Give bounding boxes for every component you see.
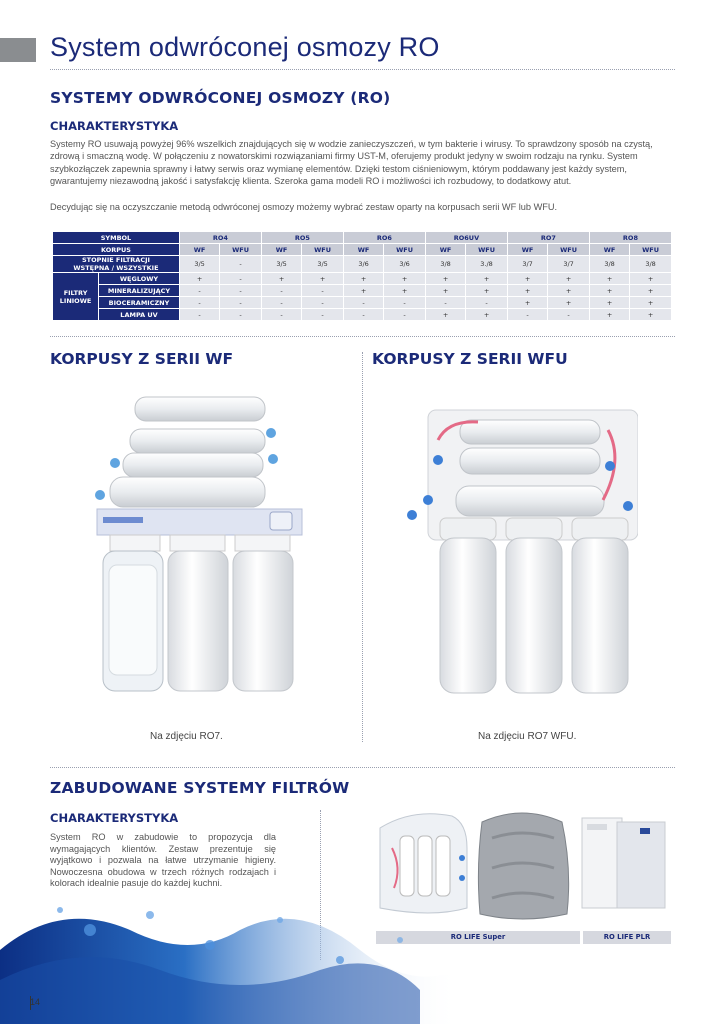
filter-name: LAMPA UV [99, 309, 180, 321]
table-cell: - [220, 256, 262, 273]
table-cell: WFU [220, 244, 262, 256]
table-row [53, 256, 672, 273]
wf-caption: Na zdjęciu RO7. [150, 731, 223, 742]
table-cell: WF [425, 244, 465, 256]
table-cell: WF [179, 244, 219, 256]
stages-label-line1: STOPNIE FILTRACJI [81, 256, 150, 264]
table-cell: + [630, 309, 672, 321]
ro-description: Systemy RO usuwają powyżej 96% wszelkich znajdujących się w wodzie zanieczyszczeń, w tym bakterie i wirusy. To sprawdzony sposób na czystą, zdrową i smaczną wodę. W połączeniu z nowatorskimi rozwiązaniami firmy UST-M, oferujemy produkt jedyny w swoim rodzaju na rynku. System szybkozłączek zapewnia sprawny i łatwy serwis oraz wymianę elementów. Dzięki testom ciśnieniowym, którym poddawany jest każdy system, gwarantujemy niezawodną jakość i satysfakcję klienta. Szeroka gama modeli RO i możliwości ich rozbudowy, to dodatkowy atut. [50, 139, 653, 187]
table-cell: 3./8 [466, 256, 508, 273]
model-header: RO7 [507, 232, 589, 244]
table-cell: + [548, 285, 590, 297]
water-splash-image [0, 890, 725, 1024]
table-row [53, 273, 672, 285]
table-cell: 3/6 [384, 256, 426, 273]
table-cell: + [507, 285, 547, 297]
table-cell: - [384, 309, 426, 321]
table-cell: + [425, 273, 465, 285]
table-cell: + [630, 285, 672, 297]
table-cell: WF [507, 244, 547, 256]
page-title: System odwróconej osmozy RO [50, 32, 440, 62]
filter-name: MINERALIZUJĄCY [99, 285, 180, 297]
table-row [53, 309, 672, 321]
table-cell: 3/6 [343, 256, 383, 273]
stages-label [53, 256, 180, 273]
table-cell: + [343, 285, 383, 297]
table-cell: 3/8 [425, 256, 465, 273]
table-cell: + [302, 273, 344, 285]
table-cell: + [548, 273, 590, 285]
stages-label-line2: WSTĘPNA / WSZYSTKIE [73, 264, 159, 272]
table-cell: - [179, 285, 219, 297]
model-header: RO5 [261, 232, 343, 244]
table-cell: 3/7 [507, 256, 547, 273]
table-cell: + [466, 273, 508, 285]
table-cell: - [179, 309, 219, 321]
table-cell: WFU [630, 244, 672, 256]
filters-label [53, 273, 99, 321]
table-row [53, 232, 672, 244]
built-in-description: System RO w zabudowie to propozycja dla wymagających klientów. Zestaw prezentuje się wyjątkowo i pozwala na łatwe utrzymanie higieny. Nowoczesna obudowa w trzech różnych rodzajach i kolorach idealnie pasuje do każdej kuchni. [50, 832, 276, 889]
table-cell: - [302, 285, 344, 297]
table-cell: + [589, 297, 629, 309]
title-divider [50, 69, 675, 70]
model-header: RO6 [343, 232, 425, 244]
table-cell: WFU [384, 244, 426, 256]
table-cell: - [220, 273, 262, 285]
filters-label-line1: FILTRY [63, 288, 88, 297]
model-header: RO6UV [425, 232, 507, 244]
table-cell: - [220, 297, 262, 309]
ro-choice-text: Decydując się na oczyszczanie metodą odwróconej osmozy możemy wybrać zestaw oparty na korpusach serii WF lub WFU. [50, 202, 558, 212]
built-in-characteristics: CHARAKTERYSTYKA [50, 811, 179, 825]
table-cell: + [589, 309, 629, 321]
table-cell: WFU [302, 244, 344, 256]
wfu-caption: Na zdjęciu RO7 WFU. [478, 731, 577, 742]
table-cell: + [466, 285, 508, 297]
table-cell: WF [343, 244, 383, 256]
built-in-heading: ZABUDOWANE SYSTEMY FILTRÓW [50, 779, 350, 797]
table-row [53, 244, 672, 256]
table-cell: - [343, 309, 383, 321]
ro7-wfu-photo [398, 400, 638, 700]
table-cell: + [507, 273, 547, 285]
wfu-heading: KORPUSY Z SERII WFU [372, 350, 568, 368]
table-cell: - [425, 297, 465, 309]
ro7-wf-photo [85, 385, 325, 705]
table-cell: - [220, 285, 262, 297]
characteristics-heading: CHARAKTERYSTYKA [50, 119, 179, 133]
section-heading-ro: SYSTEMY ODWRÓCONEJ OSMOZY (RO) [50, 89, 391, 107]
table-cell: 3/8 [589, 256, 629, 273]
table-cell: + [507, 297, 547, 309]
table-cell: + [466, 309, 508, 321]
table-cell: - [302, 309, 344, 321]
table-cell: + [425, 309, 465, 321]
wf-heading: KORPUSY Z SERII WF [50, 350, 234, 368]
table-cell: + [384, 273, 426, 285]
table-cell: + [548, 297, 590, 309]
section-divider [50, 767, 675, 768]
table-cell: - [466, 297, 508, 309]
table-cell: + [343, 273, 383, 285]
symbol-label: SYMBOL [53, 232, 180, 244]
table-cell: - [261, 297, 301, 309]
table-cell: + [384, 285, 426, 297]
table-cell: - [261, 285, 301, 297]
table-cell: 3/5 [179, 256, 219, 273]
table-cell: WF [589, 244, 629, 256]
spec-table [52, 231, 672, 321]
table-cell: + [589, 285, 629, 297]
korpus-label: KORPUS [53, 244, 180, 256]
table-cell: 3/5 [261, 256, 301, 273]
table-row [53, 297, 672, 309]
table-cell: - [302, 297, 344, 309]
table-cell: - [179, 297, 219, 309]
table-cell: + [425, 285, 465, 297]
ro-life-plr-label: RO LIFE PLR [583, 931, 671, 944]
table-cell: + [630, 297, 672, 309]
table-cell: + [589, 273, 629, 285]
column-divider [362, 352, 363, 742]
table-cell: WF [261, 244, 301, 256]
table-cell: WFU [466, 244, 508, 256]
page-number: 14 [30, 997, 41, 1007]
table-cell: WFU [548, 244, 590, 256]
model-header: RO4 [179, 232, 261, 244]
table-cell: 3/5 [302, 256, 344, 273]
filter-name: BIOCERAMICZNY [99, 297, 180, 309]
table-cell: 3/8 [630, 256, 672, 273]
table-cell: + [179, 273, 219, 285]
table-cell: - [507, 309, 547, 321]
filters-label-line2: LINIOWE [59, 296, 92, 305]
filter-name: WĘGLOWY [99, 273, 180, 285]
table-cell: + [630, 273, 672, 285]
table-cell: - [343, 297, 383, 309]
table-cell: 3/7 [548, 256, 590, 273]
section-divider [50, 336, 675, 337]
section-tab-marker [0, 38, 36, 62]
table-cell: - [261, 309, 301, 321]
table-row [53, 285, 672, 297]
table-cell: - [384, 297, 426, 309]
table-cell: + [261, 273, 301, 285]
table-cell: - [220, 309, 262, 321]
table-cell: - [548, 309, 590, 321]
model-header: RO8 [589, 232, 671, 244]
ro-life-super-label: RO LIFE Super [376, 931, 580, 944]
